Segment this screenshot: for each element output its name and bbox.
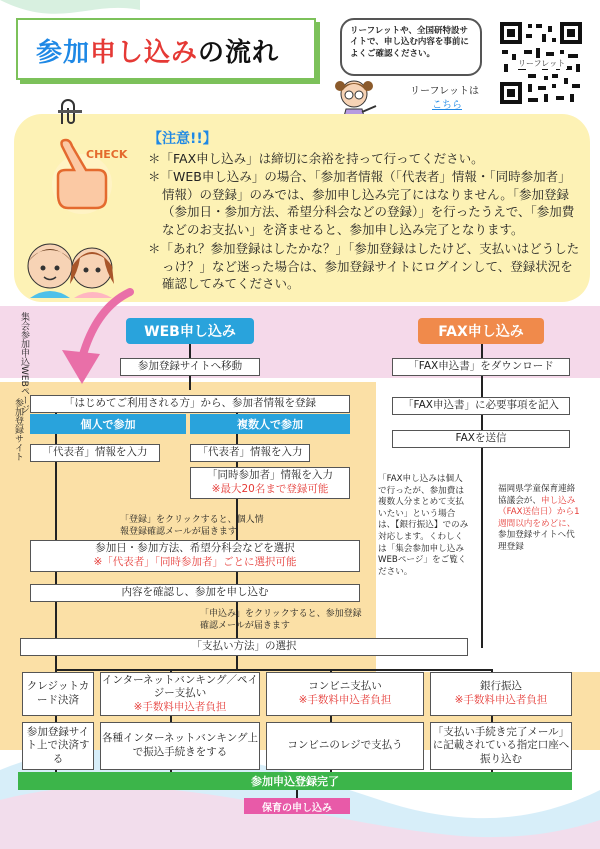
fax-bulk-payment-note: 「FAX申し込みは個人で行ったが、参加費は複数人分まとめて支払いたい」という場合は、【銀行振込】でのみ対応します。くわしくは「集会参加申し込みWEBページ」をご覧ください。 bbox=[378, 474, 469, 577]
fax-proxy-registration-note: 福岡県学童保育連絡協議会が、申し込み（FAX送信日）から1週間以内をめどに、参加登録サイトへ代理登録 bbox=[498, 484, 580, 552]
fax-apply-header: FAX申し込み bbox=[418, 318, 544, 344]
convenience-store-step: コンビニのレジで支払う bbox=[266, 722, 424, 770]
convenience-store-option: コンビニ支払い ※手数料申込者負担 bbox=[266, 672, 424, 716]
clip-icon bbox=[58, 98, 82, 126]
leaflet-label: リーフレットは bbox=[410, 86, 479, 97]
caution-item: ＊「WEB申し込み」の場合、「参加者情報（「代表者」情報・「同時参加者」情報）の登録」のみでは、参加申し込み完了にはなりません。「参加登録（参加日・参加方法、希望分科会などの登録）」を行ったうえで、「参加費などのお支払い」を済ませると、参加申し込み完了となります。 bbox=[148, 169, 575, 237]
check-label: CHECK bbox=[86, 148, 128, 161]
register-mail-note: 「登録」をクリックすると、個人情報登録確認メールが届きます bbox=[120, 515, 264, 538]
fax-download-step: 「FAX申込書」をダウンロード bbox=[392, 358, 570, 376]
move-to-reg-site-step: 参加登録サイトへ移動 bbox=[120, 358, 260, 376]
bank-transfer-option: 銀行振込 ※手数料申込者負担 bbox=[430, 672, 572, 716]
check-hand-icon bbox=[40, 132, 130, 222]
internet-banking-option: インターネットバンキング／ペイジー支払い ※手数料申込者負担 bbox=[100, 672, 260, 716]
payment-method-select-step: 「支払い方法」の選択 bbox=[20, 638, 468, 656]
group-option: 複数人で参加 bbox=[190, 414, 350, 434]
credit-card-option: クレジットカード決済 bbox=[22, 672, 94, 716]
rep-info-step-individual: 「代表者」情報を入力 bbox=[30, 444, 160, 462]
side-label-reg-site: 参加登録サイト bbox=[13, 398, 23, 461]
page-title: 参加申し込みの流れ bbox=[36, 38, 280, 68]
caution-item: ＊「あれ？参加登録はしたかな？」「参加登録はしたけど、支払いはどうしたっけ？」など迷った場合は、参加登録サイトにログインして、登録状況を確認してみてください。 bbox=[148, 241, 580, 291]
registration-complete-bar: 参加申込登録完了 bbox=[18, 772, 572, 790]
caution-heading: 【注意!!】 bbox=[148, 131, 217, 147]
apply-mail-note: 「申込み」をクリックすると、参加登録確認メールが届きます bbox=[200, 609, 362, 632]
caution-item: ＊「FAX申し込み」は締切に余裕を持って行ってください。 bbox=[148, 151, 484, 166]
leaflet-link[interactable]: こちら bbox=[432, 100, 462, 111]
bank-transfer-step: 「支払い手続き完了メール」に記載されている指定口座へ振り込む bbox=[430, 722, 572, 770]
leaflet-note-bubble: リーフレットや、全国研特設サイトで、申し込む内容を事前によくご確認ください。 bbox=[340, 18, 482, 76]
childcare-apply-button[interactable]: 保育の申し込み bbox=[244, 798, 350, 814]
select-details-step: 参加日・参加方法、希望分科会などを選択 ※「代表者」「同時参加者」ごとに選択可能 bbox=[30, 540, 360, 572]
individual-option: 個人で参加 bbox=[30, 414, 186, 434]
fax-send-step: FAXを送信 bbox=[392, 430, 570, 448]
web-apply-header: WEB申し込み bbox=[126, 318, 254, 344]
qr-caption: リーフレット bbox=[518, 59, 566, 68]
credit-card-step: 参加登録サイト上で決済する bbox=[22, 722, 94, 770]
rep-info-step-group: 「代表者」情報を入力 bbox=[190, 444, 310, 462]
companion-info-step: 「同時参加者」情報を入力 ※最大20名まで登録可能 bbox=[190, 467, 350, 499]
first-time-register-step: 「はじめてご利用される方」から、参加者情報を登録 bbox=[30, 395, 350, 413]
confirm-apply-step: 内容を確認し、参加を申し込む bbox=[30, 584, 360, 602]
internet-banking-step: 各種インターネットバンキング上で振込手続きをする bbox=[100, 722, 260, 770]
side-label-web-page: 集会参加申込WEBページ bbox=[19, 312, 29, 414]
fax-fill-step: 「FAX申込書」に必要事項を記入 bbox=[392, 397, 570, 415]
